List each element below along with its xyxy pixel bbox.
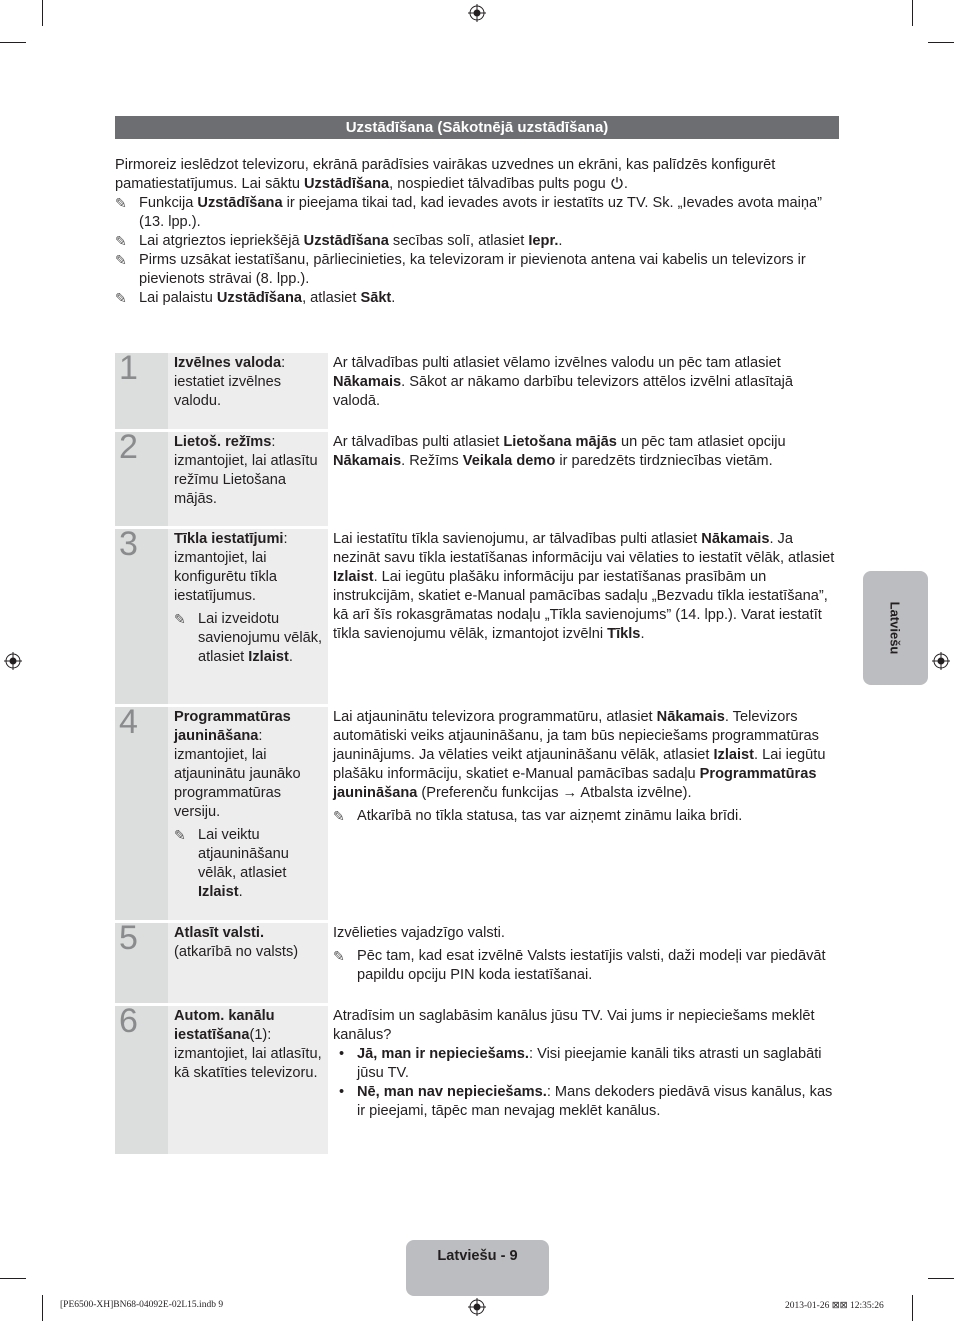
intro-block xyxy=(115,156,839,308)
registration-mark-icon xyxy=(4,652,22,670)
section-title: Uzstādīšana (Sākotnējā uzstādīšana) xyxy=(115,116,839,139)
step-number: 5 xyxy=(119,919,138,957)
note-item: ✎ Pirms uzsākat iestatīšanu, pārliecinieties, ka televizoram ir pievienota antena vai kabelis un televizors ir pievienots strāvai (8. lpp.). xyxy=(115,252,806,287)
pencil-note-icon: ✎ xyxy=(174,827,186,843)
page-number-tab: Latviešu - 9 xyxy=(406,1240,549,1296)
registration-mark-icon xyxy=(468,1298,486,1316)
step-row-6 xyxy=(115,1002,839,1154)
crop-mark xyxy=(0,1278,26,1279)
note-item: ✎ Lai izveidotu savienojumu vēlāk, atlasiet Izlaist. xyxy=(174,611,323,665)
crop-mark xyxy=(912,1295,913,1321)
step-description: Izvēlieties vajadzīgo valsti. ✎ Pēc tam, kad esat izvēlnē Valsts iestatījis valsti, daži modeļi var piedāvāt papildu opciju PIN koda iestatīšanai. xyxy=(333,923,839,985)
note-item: ✎ Funkcija Uzstādīšana ir pieejama tikai tad, kad ievades avots ir iestatīts uz TV. Sk. „Ievades avota maiņa” (13. lpp.). xyxy=(115,195,822,230)
crop-mark xyxy=(928,1278,954,1279)
bullet-icon: • xyxy=(339,1084,345,1100)
crop-mark xyxy=(928,42,954,43)
step-number-cell xyxy=(115,919,168,1003)
step-number-cell xyxy=(115,1002,168,1154)
step-number: 3 xyxy=(119,525,138,563)
crop-mark xyxy=(42,1295,43,1321)
step-row-5 xyxy=(115,919,839,1003)
footer-file-info: [PE6500-XH]BN68-04092E-02L15.indb 9 xyxy=(60,1300,224,1310)
power-icon xyxy=(610,176,624,190)
bullet-icon: • xyxy=(339,1046,345,1062)
list-item: • Nē, man nav nepieciešams.: Mans dekoders piedāvā visus kanālus, kas ir pieejami, tāpēc man nevajag meklēt kanālus. xyxy=(339,1084,833,1119)
step-label: Programmatūras jaunināšana: izmantojiet, lai atjauninātu jaunāko programmatūras versiju. ✎ Lai veiktu atjaunināšanu vēlāk, atlasiet Izlaist. xyxy=(168,707,328,920)
step-description: Ar tālvadības pulti atlasiet vēlamo izvēlnes valodu un pēc tam atlasiet Nākamais. Sākot ar nākamo darbību televizors attēlos izvēlni atlasītajā valodā. xyxy=(333,355,793,409)
step-row-1 xyxy=(115,349,839,429)
language-side-tab: Latviešu xyxy=(863,571,928,685)
registration-mark-icon xyxy=(932,652,950,670)
pencil-note-icon: ✎ xyxy=(115,252,127,268)
note-item: ✎ Lai veiktu atjaunināšanu vēlāk, atlasiet Izlaist. xyxy=(174,827,289,900)
step-number: 2 xyxy=(119,428,138,466)
step-label: Tīkla iestatījumi: izmantojiet, lai konfigurētu tīkla iestatījumus. ✎ Lai izveidotu savienojumu vēlāk, atlasiet Izlaist. xyxy=(168,529,328,704)
pencil-note-icon: ✎ xyxy=(174,611,186,627)
footer-timestamp: 2013-01-26 ⊠⊠ 12:35:26 xyxy=(785,1301,884,1311)
crop-mark xyxy=(0,42,26,43)
intro-paragraph: Pirmoreiz ieslēdzot televizoru, ekrānā parādīsies vairākas uzvednes un ekrāni, kas palīdzēs konfigurēt pamatiestatījumus. Lai sāktu Uzstādīšana, nospiediet tālvadības pults pogu . xyxy=(115,157,776,192)
note-item: ✎ Pēc tam, kad esat izvēlnē Valsts iestatījis valsti, daži modeļi var piedāvāt papildu opciju PIN koda iestatīšanai. xyxy=(333,948,826,983)
list-item: • Jā, man ir nepieciešams.: Visi pieejamie kanāli tiks atrasti un saglabāti jūsu TV. xyxy=(339,1046,822,1081)
step-number-cell xyxy=(115,428,168,526)
step-number-cell xyxy=(115,703,168,920)
registration-mark-icon xyxy=(468,4,486,22)
step-row-4 xyxy=(115,703,839,920)
step-description: Ar tālvadības pulti atlasiet Lietošana mājās un pēc tam atlasiet opciju Nākamais. Režīms Veikala demo ir paredzēts tirdzniecības vietām. xyxy=(333,434,786,469)
step-number-cell xyxy=(115,349,168,429)
step-label: Lietoš. režīms: izmantojiet, lai atlasītu režīmu Lietošana mājās. xyxy=(168,432,328,526)
pencil-note-icon: ✎ xyxy=(333,808,345,824)
note-item: ✎ Atkarībā no tīkla statusa, tas var aizņemt zināmu laika brīdi. xyxy=(333,808,743,824)
pencil-note-icon: ✎ xyxy=(333,948,345,964)
step-row-3 xyxy=(115,525,839,704)
step-row-2 xyxy=(115,428,839,526)
pencil-note-icon: ✎ xyxy=(115,233,127,249)
step-label: Atlasīt valsti. (atkarībā no valsts) xyxy=(168,923,328,1003)
pencil-note-icon: ✎ xyxy=(115,195,127,211)
note-item: ✎ Lai atgrieztos iepriekšējā Uzstādīšana secības solī, atlasiet Iepr.. xyxy=(115,233,563,249)
step-number: 6 xyxy=(119,1002,138,1040)
step-label: Izvēlnes valoda: iestatiet izvēlnes valodu. xyxy=(168,353,328,429)
step-number-cell xyxy=(115,525,168,704)
step-label: Autom. kanālu iestatīšana(1): izmantojiet, lai atlasītu, kā skatīties televizoru. xyxy=(168,1006,328,1154)
step-description: Atradīsim un saglabāsim kanālus jūsu TV. Vai jums ir nepieciešams meklēt kanālus? • Jā, man ir nepieciešams.: Visi pieejamie kanāli tiks atrasti un saglabāti jūsu TV. • Nē, man nav nepieciešams.: Mans dekoders piedāvā visus kanālus, kas ir pieejami, tāpēc man nevajag meklēt kanālus. xyxy=(333,1006,839,1121)
step-description: Lai atjauninātu televizora programmatūru, atlasiet Nākamais. Televizors automātiski veiks atjaunināšanu, ja tam būs nepieciešams programmatūras jauninājums. Ja vēlaties veikt atjaunināšanu vēlāk, atlasiet Izlaist. Lai iegūtu plašāku informāciju, skatiet e-Manual pamācības sadaļu Programmatūras jaunināšana (Preferenču funkcijas → Atbalsta izvēlne). ✎ Atkarībā no tīkla statusa, tas var aizņemt zināmu laika brīdi. xyxy=(333,707,839,826)
note-item: ✎ Lai palaistu Uzstādīšana, atlasiet Sākt. xyxy=(115,290,396,306)
step-number: 4 xyxy=(119,703,138,741)
crop-mark xyxy=(912,0,913,26)
crop-mark xyxy=(42,0,43,26)
pencil-note-icon: ✎ xyxy=(115,290,127,306)
step-description: Lai iestatītu tīkla savienojumu, ar tālvadības pulti atlasiet Nākamais. Ja nezināt savu tīkla iestatīšanas informāciju vai vēlaties to iestatīt vēlāk, atlasiet Izlaist. Lai iegūtu plašāku informāciju par iestatīšanas prasībām un instrukcijām, skatiet e-Manual pamācības sadaļu „Bezvadu tīkla iestatīšana”, kā arī šīs rokasgrāmatas nodaļu „Tīkla savienojums” (14. lpp.). Varat iestatīt tīkla savienojumu vēlāk, izmantojot izvēlni Tīkls. xyxy=(333,531,835,642)
step-number: 1 xyxy=(119,349,138,387)
